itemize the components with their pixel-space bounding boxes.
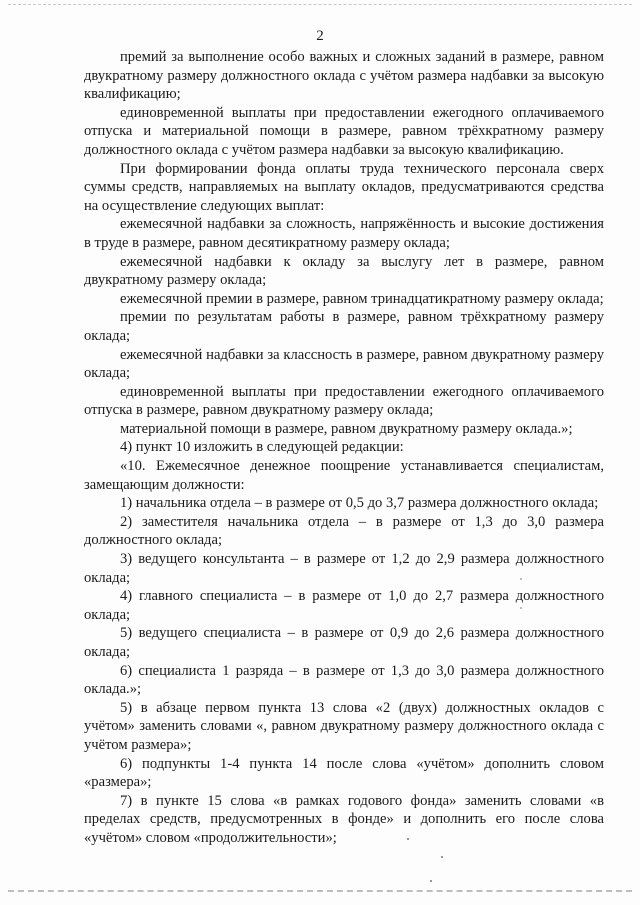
paragraph-specialist-grade-1: 6) специалиста 1 разряда – в размере от 1,3 до 3,0 размера должностного оклада.»; [84, 662, 604, 698]
paragraph-item-4: 4) пункт 10 изложить в следующей редакции: [120, 439, 404, 456]
paragraph-deputy-head: 2) заместителя начальника отдела – в размере от 1,3 до 3,0 размера должностного оклада; [84, 513, 604, 549]
paragraph-performance-bonus: премии по результатам работы в размере, равном трёхкратному размеру оклада; [84, 309, 604, 344]
paragraph-seniority-allowance: ежемесячной надбавки к окладу за выслугу лет в размере, равном двукратному размеру оклада; [84, 253, 604, 289]
document-body [84, 48, 604, 848]
paragraph-item-5: 5) в абзаце первом пункта 13 слова «2 (двух) должностных окладов с учётом» заменить словами «, равном двукратному размеру должностного оклада с учётом размера»; [84, 699, 604, 753]
paragraph-item-6: 6) подпункты 1-4 пункта 14 после слова «учётом» дополнить словом «размера»; [84, 755, 604, 791]
paragraph-item-7: 7) в пункте 15 слова «в рамках годового фонда» заменить словами «в пределах средств, предусмотренных в фонде» и дополнить его после слова «учётом» словом «продолжительности»; [84, 792, 604, 846]
paragraph-technical-staff-fund: При формировании фонда оплаты труда технического персонала сверх суммы средств, направляемых на выплату окладов, предусматриваются средства на осуществление следующих выплат: [84, 160, 604, 214]
paragraph-class-allowance: ежемесячной надбавки за классность в размере, равном двукратному размеру оклада; [84, 346, 604, 382]
paragraph-item-10-intro: «10. Ежемесячное денежное поощрение устанавливается специалистам, замещающим должности: [84, 458, 604, 493]
paragraph-material-aid: материальной помощи в размере, равном двукратному размеру оклада.»; [120, 420, 573, 437]
paragraph-one-time-payment: единовременной выплаты при предоставлении ежегодного оплачиваемого отпуска в размере, равном двукратному размеру оклада; [84, 383, 604, 419]
paragraph-bonus-important-tasks: премий за выполнение особо важных и сложных заданий в размере, равном двукратному размеру должностного оклада с учётом размера надбавки за высокую квалификацию; [84, 49, 604, 103]
paragraph-monthly-bonus: ежемесячной премии в размере, равном тринадцатикратному размеру оклада; [120, 290, 604, 307]
paragraph-department-head: 1) начальника отдела – в размере от 0,5 до 3,7 размера должностного оклада; [120, 495, 599, 512]
paragraph-chief-specialist: 4) главного специалиста – в размере от 1,0 до 2,7 размера должностного оклада; [84, 588, 604, 623]
paragraph-lead-consultant: 3) ведущего консультанта – в размере от 1,2 до 2,9 размера должностного оклада; [84, 551, 604, 586]
scan-top-edge [8, 4, 632, 7]
paragraph-complexity-allowance: ежемесячной надбавки за сложность, напряжённость и высокие достижения в труде в размере, равном десятикратному размеру оклада; [84, 216, 604, 251]
scan-bottom-edge [8, 890, 632, 895]
paragraph-lead-specialist: 5) ведущего специалиста – в размере от 0,9 до 2,6 размера должностного оклада; [84, 625, 604, 660]
paragraph-one-time-payment-leave: единовременной выплаты при предоставлении ежегодного оплачиваемого отпуска и материальной помощи в размере, равном трёхкратному размеру должностного оклада с учётом размера надбавки за высокую квалификацию. [84, 104, 604, 158]
page-number: 2 [316, 28, 324, 44]
